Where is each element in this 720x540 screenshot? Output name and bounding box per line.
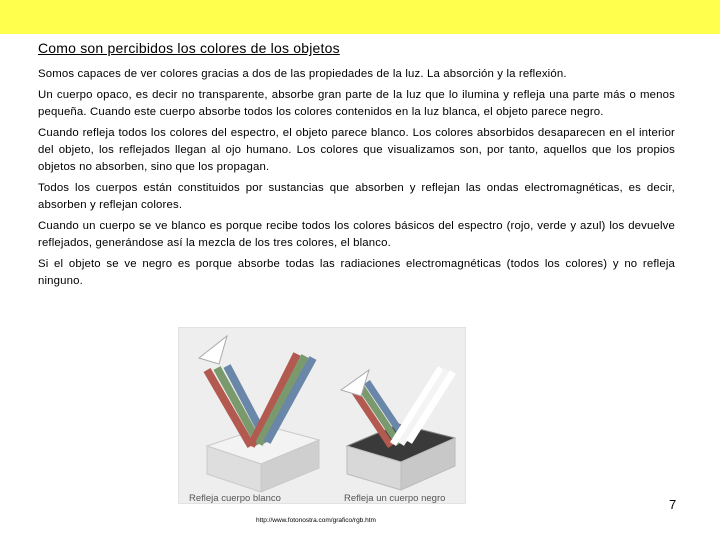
top-banner [0, 0, 720, 34]
paragraph-3: Cuando refleja todos los colores del espectro, el objeto parece blanco. Los colores absorbidos desaparecen en el interior del objeto, los reflejados llegan al ojo humano. Los colores que visualizamos son, por tanto, aquellos que los propios objetos no absorben, sino que los propagan. [38, 127, 675, 173]
paragraph-4: Todos los cuerpos están constituidos por sustancias que absorben y reflejan las ondas electromagnéticas, es decir, absorben y reflejan colores. [38, 182, 675, 211]
slide-content [38, 40, 675, 294]
caption-black-body: Refleja un cuerpo negro [344, 493, 446, 504]
page-number: 7 [669, 497, 677, 512]
paragraph-5: Cuando un cuerpo se ve blanco es porque recibe todos los colores básicos del espectro (rojo, verde y azul) los devuelve reflejados, generándose así la mezcla de los tres colores, el blanco. [38, 220, 675, 249]
reflection-diagram-graphic [179, 328, 465, 493]
paragraph-6: Si el objeto se ve negro es porque absorbe todas las radiaciones electromagnéticas (todos los colores) y no refleja ninguno. [38, 258, 675, 287]
page-title: Como son percibidos los colores de los objetos [38, 40, 340, 56]
source-link[interactable]: http://www.fotonostra.com/grafico/rgb.htm [256, 517, 376, 524]
reflection-illustration [178, 327, 466, 504]
caption-white-body: Refleja cuerpo blanco [189, 493, 281, 504]
prism-left [199, 336, 227, 364]
paragraph-2: Un cuerpo opaco, es decir no transparente, absorbe gran parte de la luz que lo ilumina y refleja una parte más o menos pequeña. Cuando este cuerpo absorbe todos los colores contenidos en la luz blanca, el objeto parece negro. [38, 89, 675, 118]
paragraph-1: Somos capaces de ver colores gracias a dos de las propiedades de la luz. La absorción y la reflexión. [38, 68, 567, 80]
